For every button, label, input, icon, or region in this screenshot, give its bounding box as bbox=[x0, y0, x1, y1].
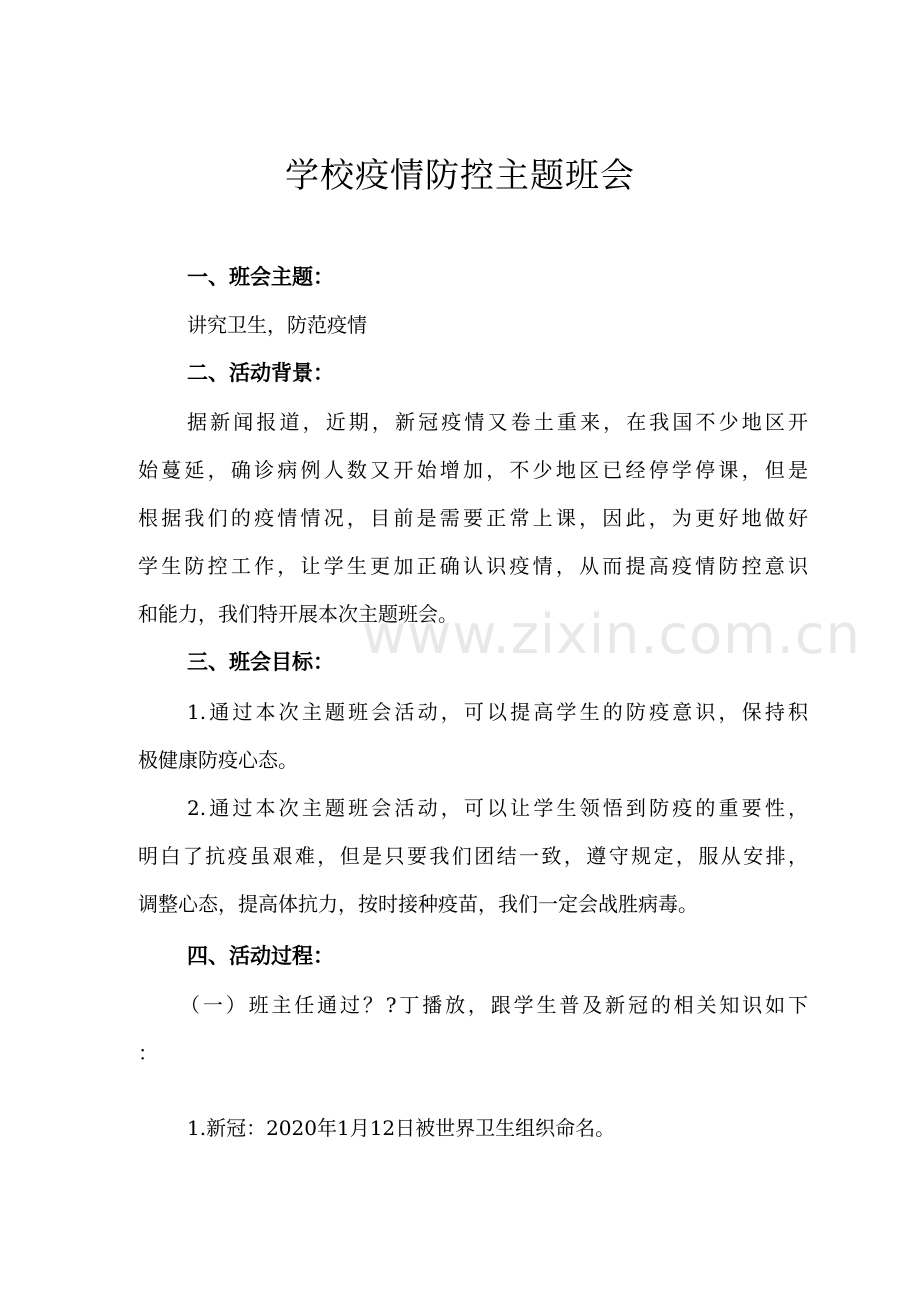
section-heading-theme: 一、班会主题： bbox=[187, 265, 334, 289]
goal-2-line-2: 明白了抗疫虽艰难，但是只要我们团结一致，遵守规定，服从安排， bbox=[138, 844, 808, 868]
watermark: www.zixin.com.cn bbox=[362, 603, 861, 666]
section-heading-goals: 三、班会目标： bbox=[187, 650, 334, 674]
background-line-4: 学生防控工作，让学生更加正确认识疫情，从而提高疫情防控意识 bbox=[138, 554, 808, 578]
section-heading-background: 二、活动背景： bbox=[187, 361, 334, 385]
background-line-3: 根据我们的疫情情况，目前是需要正常上课，因此，为更好地做好 bbox=[138, 506, 808, 530]
goal-2-line-1: 2.通过本次主题班会活动，可以让学生领悟到防疫的重要性， bbox=[187, 796, 808, 820]
document-title: 学校疫情防控主题班会 bbox=[285, 156, 635, 196]
section-heading-process: 四、活动过程： bbox=[187, 944, 334, 968]
background-line-1: 据新闻报道，近期，新冠疫情又卷土重来，在我国不少地区开 bbox=[187, 410, 808, 434]
theme-text: 讲究卫生，防范疫情 bbox=[187, 313, 367, 337]
goal-1-line-2: 极健康防疫心态。 bbox=[138, 748, 298, 772]
process-sub-1-line-2: ： bbox=[138, 1041, 158, 1065]
background-line-2: 始蔓延，确诊病例人数又开始增加，不少地区已经停学停课，但是 bbox=[138, 458, 808, 482]
background-line-5: 和能力，我们特开展本次主题班会。 bbox=[138, 602, 458, 626]
process-item-1: 1.新冠：2020年1月12日被世界卫生组织命名。 bbox=[187, 1116, 616, 1140]
goal-2-line-3: 调整心态，提高体抗力，按时接种疫苗，我们一定会战胜病毒。 bbox=[138, 892, 698, 916]
process-sub-1-line-1: （一）班主任通过？?丁播放，跟学生普及新冠的相关知识如下 bbox=[180, 993, 808, 1017]
goal-1-line-1: 1.通过本次主题班会活动，可以提高学生的防疫意识，保持积 bbox=[187, 700, 808, 724]
